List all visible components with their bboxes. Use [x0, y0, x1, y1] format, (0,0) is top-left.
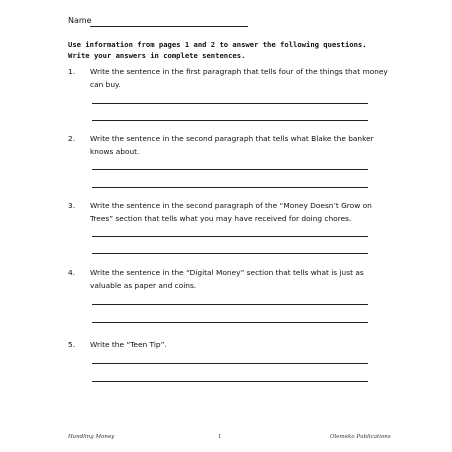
question-number: 4.	[68, 268, 76, 277]
answer-line[interactable]	[92, 103, 368, 104]
question-number: 1.	[68, 67, 76, 76]
instructions-line-2: Write your answers in complete sentences.	[68, 51, 246, 60]
answer-line[interactable]	[92, 304, 368, 305]
answer-line[interactable]	[92, 236, 368, 237]
answer-line[interactable]	[92, 187, 368, 188]
question-number: 2.	[68, 134, 76, 143]
question-number: 3.	[68, 201, 76, 210]
answer-line[interactable]	[92, 253, 368, 254]
instructions-line-1: Use information from pages 1 and 2 to answer the following questions.	[68, 40, 367, 49]
question-text: Write the sentence in the second paragraph that tells what Blake the banker knows about.	[90, 134, 374, 156]
answer-line[interactable]	[92, 363, 368, 364]
question-number: 5.	[68, 340, 76, 349]
answer-line[interactable]	[92, 120, 368, 121]
answer-line[interactable]	[92, 381, 368, 382]
answer-line[interactable]	[92, 322, 368, 323]
footer-publisher: Olemeko Publications	[330, 434, 391, 440]
footer-title: Handling Money	[68, 434, 115, 440]
footer-page-number: 1	[218, 434, 222, 440]
answer-line[interactable]	[92, 169, 368, 170]
name-label: Name	[68, 16, 92, 25]
question-text: Write the sentence in the first paragraph that tells four of the things that money can buy.	[90, 67, 388, 89]
name-line[interactable]	[90, 26, 248, 27]
question-text: Write the “Teen Tip”.	[90, 340, 167, 349]
question-text: Write the sentence in the “Digital Money” section that tells what is just as valuable as paper and coins.	[90, 268, 364, 290]
instructions	[68, 39, 398, 61]
question-text: Write the sentence in the second paragraph of the “Money Doesn’t Grow on Trees” section that tells what you may have received for doing chores.	[90, 201, 372, 223]
